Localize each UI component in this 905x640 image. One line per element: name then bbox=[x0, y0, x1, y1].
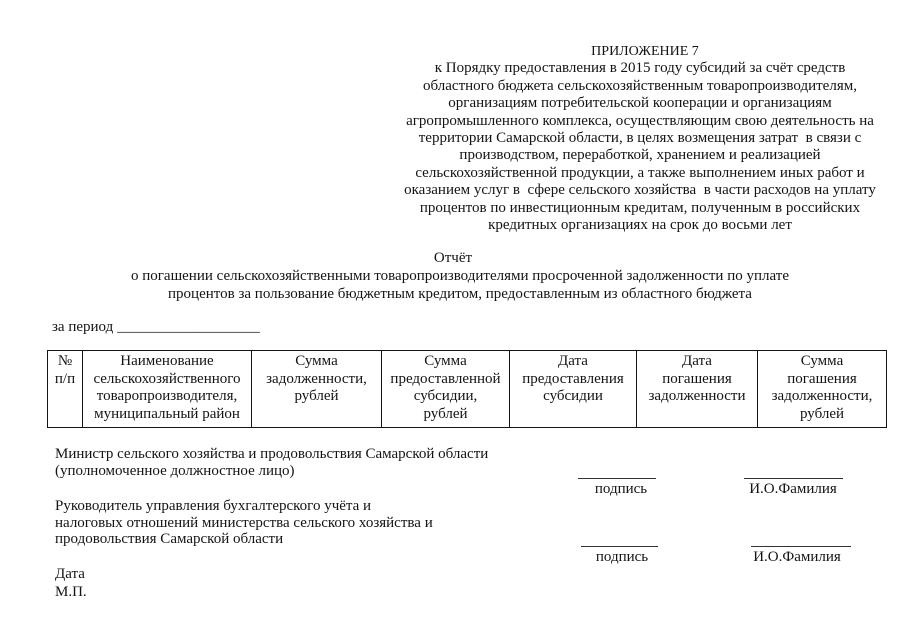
col-debt-amount-header: Сумма задолженности, рублей bbox=[252, 351, 382, 428]
col-subsidy-amount-header: Сумма предоставленной субсидии, рублей bbox=[382, 351, 510, 428]
appendix-line: территории Самарской области, в целях возмещения затрат в связи с bbox=[418, 130, 862, 147]
appendix-title: ПРИЛОЖЕНИЕ 7 bbox=[591, 44, 699, 59]
period-label: за период bbox=[52, 319, 114, 335]
seal-label: М.П. bbox=[55, 584, 87, 600]
appendix-header bbox=[380, 43, 900, 234]
name-line bbox=[744, 478, 843, 479]
appendix-line: процентов по инвестиционным кредитам, полученным в российских bbox=[419, 199, 861, 216]
appendix-line: кредитных организациях на срок до восьми лет bbox=[488, 217, 792, 234]
appendix-line: сельскохозяйственной продукции, а также выполнением иных работ и bbox=[415, 164, 865, 181]
date-label: Дата bbox=[55, 566, 85, 582]
report-heading bbox=[53, 249, 867, 303]
signature-line bbox=[581, 546, 658, 547]
report-table bbox=[47, 350, 887, 428]
period-blank: ___________________ bbox=[117, 319, 260, 335]
signatory-position: Руководитель управления бухгалтерского учёта и налоговых отношений министерства сельского хозяйства и продовольствия Самарской области bbox=[55, 498, 433, 547]
report-subtitle-line: о погашении сельскохозяйственными товаропроизводителями просроченной задолженности по уплате bbox=[131, 268, 789, 284]
col-repayment-date-header: Дата погашения задолженности bbox=[637, 351, 758, 428]
signatory-position: Министр сельского хозяйства и продовольствия Самарской области (уполномоченное должностное лицо) bbox=[55, 446, 489, 479]
appendix-line: областного бюджета сельскохозяйственным товаропроизводителям, bbox=[423, 77, 857, 94]
appendix-line: организациям потребительской кооперации и организациям bbox=[448, 95, 832, 112]
appendix-line: агропромышленного комплекса, осуществляющим свою деятельность на bbox=[406, 112, 874, 129]
col-number-header: № п/п bbox=[48, 351, 83, 428]
table-header-row bbox=[48, 351, 887, 428]
name-caption: И.О.Фамилия bbox=[749, 481, 837, 497]
name-line bbox=[751, 546, 851, 547]
col-repayment-amount-header: Сумма погашения задолженности, рублей bbox=[758, 351, 887, 428]
appendix-line: производством, переработкой, хранением и реализацией bbox=[459, 147, 821, 164]
period-row bbox=[52, 318, 260, 336]
signature-line bbox=[578, 478, 656, 479]
appendix-line: оказанием услуг в сфере сельского хозяйства в части расходов на уплату bbox=[404, 182, 876, 199]
signature-caption: подпись bbox=[595, 549, 649, 565]
name-caption: И.О.Фамилия bbox=[753, 549, 841, 565]
report-subtitle-line: процентов за пользование бюджетным кредитом, предоставленным из областного бюджета bbox=[168, 286, 752, 302]
signature-caption: подпись bbox=[594, 481, 648, 497]
report-title: Отчёт bbox=[433, 250, 473, 266]
col-subsidy-date-header: Дата предоставления субсидии bbox=[510, 351, 637, 428]
col-producer-header: Наименование сельскохозяйственного товаропроизводителя, муниципальный район bbox=[83, 351, 252, 428]
appendix-line: к Порядку предоставления в 2015 году субсидий за счёт средств bbox=[434, 60, 846, 77]
